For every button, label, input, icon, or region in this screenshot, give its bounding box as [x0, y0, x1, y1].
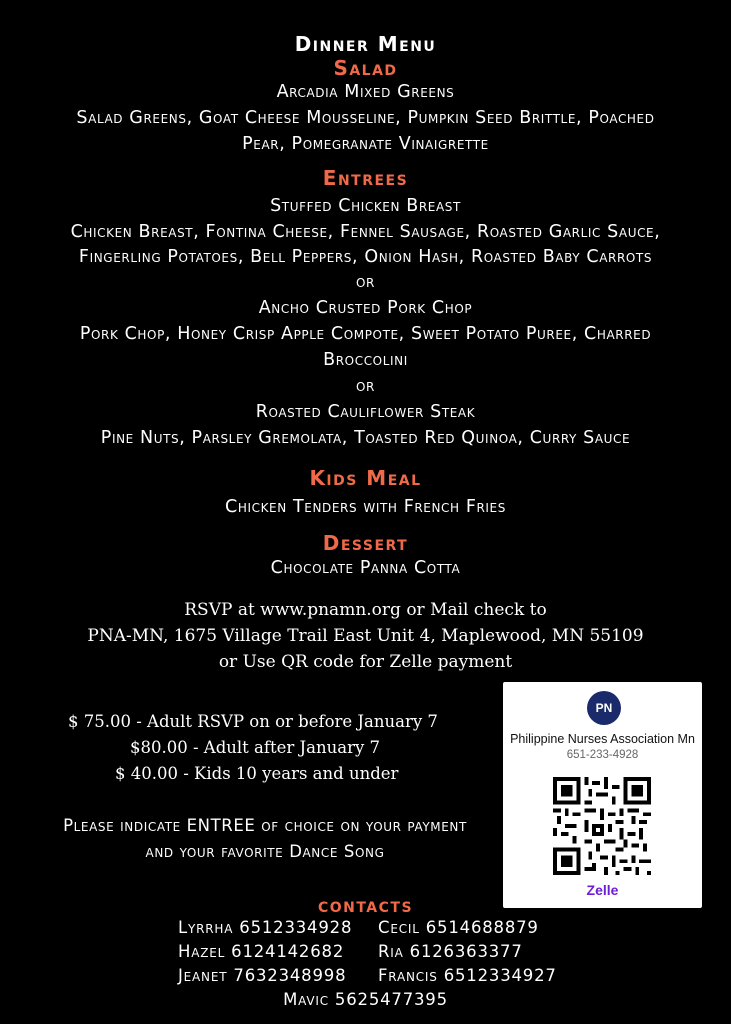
or-divider-1: or [356, 272, 375, 292]
kids-heading: Kids Meal [309, 466, 422, 490]
rsvp-line1: RSVP at www.pnamn.org or Mail check to [184, 600, 547, 620]
salad-desc-line1: Salad Greens, Goat Cheese Mousseline, Pumpkin Seed Brittle, Poached [76, 108, 655, 128]
salad-name: Arcadia Mixed Greens [276, 82, 455, 102]
organization-phone: 651-233-4928 [566, 749, 639, 761]
salad-desc-line2: Pear, Pomegranate Vinaigrette [242, 134, 489, 154]
or-divider-2: or [356, 376, 375, 396]
entree1-desc-line1: Chicken Breast, Fontina Cheese, Fennel Sausage, Roasted Garlic Sauce, [70, 222, 661, 242]
contact-mavic: Mavic 5625477395 [283, 990, 448, 1009]
entree1-desc-line2: Fingerling Potatoes, Bell Peppers, Onion Hash, Roasted Baby Carrots [78, 247, 653, 267]
entrees-heading: Entrees [322, 166, 409, 190]
organization-name: Philippine Nurses Association Mn [510, 732, 695, 746]
price-adult-early: $ 75.00 - Adult RSVP on or before January 7 [68, 712, 438, 731]
contact-ria: Ria 6126363377 [378, 942, 523, 961]
entree3-name: Roasted Cauliflower Steak [255, 402, 476, 422]
zelle-logo-icon: Zelle [586, 882, 619, 898]
contact-jeanet: Jeanet 7632348998 [178, 966, 347, 985]
contact-francis: Francis 6512334927 [378, 966, 557, 985]
entree2-name: Ancho Crusted Pork Chop [258, 298, 473, 318]
kids-item: Chicken Tenders with French Fries [225, 497, 506, 517]
contact-cecil: Cecil 6514688879 [378, 918, 539, 937]
qr-code-icon[interactable] [553, 777, 651, 875]
entree-note-line1: Please indicate ENTREE of choice on your payment [63, 816, 467, 835]
menu-title: Dinner Menu [294, 32, 437, 56]
dessert-item: Chocolate Panna Cotta [270, 558, 461, 578]
rsvp-zelle-note: or Use QR code for Zelle payment [218, 652, 513, 672]
contact-lyrrha: Lyrrha 6512334928 [178, 918, 353, 937]
contact-hazel: Hazel 6124142682 [178, 942, 345, 961]
contacts-heading: contacts [317, 893, 414, 917]
entree3-desc: Pine Nuts, Parsley Gremolata, Toasted Red Quinoa, Curry Sauce [100, 428, 631, 448]
zelle-qr-card[interactable] [503, 682, 702, 908]
salad-heading: Salad [333, 56, 398, 80]
entree-note-line2: and your favorite Dance Song [145, 842, 385, 861]
price-kids: $ 40.00 - Kids 10 years and under [115, 764, 399, 783]
price-adult-late: $80.00 - Adult after January 7 [130, 738, 381, 757]
entree2-desc-line2: Broccolini [323, 350, 408, 370]
rsvp-address: PNA-MN, 1675 Village Trail East Unit 4, Maplewood, MN 55109 [87, 626, 644, 646]
entree2-desc-line1: Pork Chop, Honey Crisp Apple Compote, Sweet Potato Puree, Charred [79, 324, 652, 344]
entree1-name: Stuffed Chicken Breast [270, 196, 461, 216]
organization-avatar: PN [587, 691, 621, 725]
dessert-heading: Dessert [322, 531, 409, 555]
